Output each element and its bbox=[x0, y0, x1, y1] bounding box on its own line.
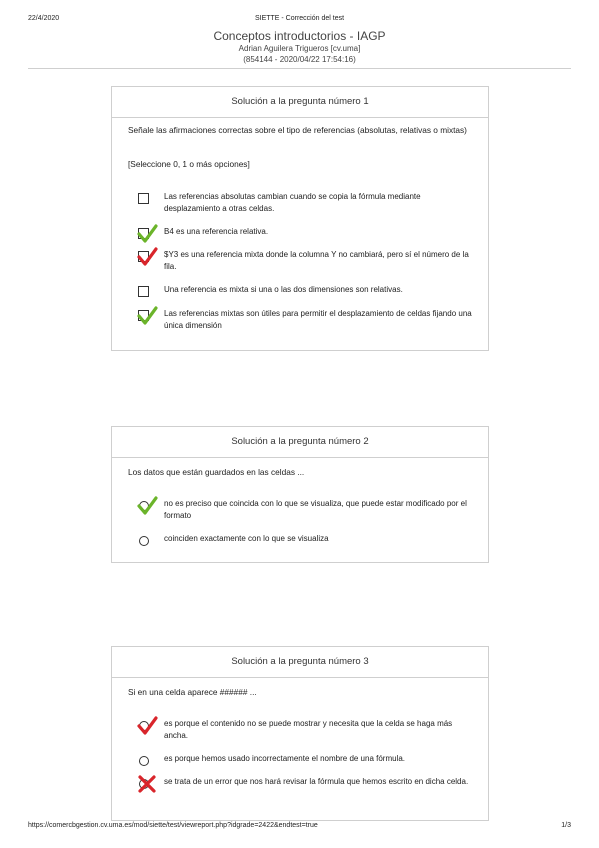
student-name: Adrian Aguilera Trigueros [cv.uma] bbox=[238, 44, 361, 53]
question-text: Si en una celda aparece ###### ... bbox=[128, 687, 257, 697]
question-card-1 bbox=[111, 86, 489, 351]
correct-check-icon bbox=[136, 223, 158, 245]
checkbox[interactable] bbox=[136, 191, 154, 209]
radio-button[interactable] bbox=[136, 498, 154, 516]
checkbox[interactable] bbox=[136, 284, 154, 302]
question-card-3 bbox=[111, 646, 489, 821]
option-text: es porque el contenido no se puede mostrar y necesita que la celda se haga más ancha. bbox=[164, 719, 453, 740]
print-url: https://comercbgestion.cv.uma.es/mod/siette/test/viewreport.php?idgrade=2422&endtest=true bbox=[28, 822, 318, 829]
report-info: (854144 - 2020/04/22 17:54:16) bbox=[243, 55, 356, 64]
correct-check-icon bbox=[136, 305, 158, 327]
wrong-check-icon bbox=[136, 246, 158, 268]
option-text: no es preciso que coincida con lo que se visualiza, que puede estar modificado por el formato bbox=[164, 499, 467, 520]
option-text: se trata de un error que nos hará revisar la fórmula que hemos escrito en dicha celda. bbox=[164, 777, 469, 786]
option-text: coinciden exactamente con lo que se visualiza bbox=[164, 534, 329, 543]
option-text: Las referencias absolutas cambian cuando se copia la fórmula mediante desplazamiento a otras celdas. bbox=[164, 192, 421, 213]
report-title: Conceptos introductorios - IAGP bbox=[213, 29, 386, 43]
page-number: 1/3 bbox=[561, 822, 571, 829]
question-card-2 bbox=[111, 426, 489, 563]
header-divider bbox=[28, 68, 571, 69]
correct-check-icon bbox=[136, 495, 158, 517]
option-text: Una referencia es mixta si una o las dos dimensiones son relativas. bbox=[164, 285, 403, 294]
wrong-check-icon bbox=[136, 715, 158, 737]
option-text: B4 es una referencia relativa. bbox=[164, 227, 269, 236]
question-instructions: [Seleccione 0, 1 o más opciones] bbox=[128, 159, 250, 169]
print-window-title: SIETTE - Corrección del test bbox=[254, 15, 345, 22]
checkbox[interactable] bbox=[136, 226, 154, 244]
option-text: $Y3 es una referencia mixta donde la columna Y no cambiará, pero sí el número de la fila. bbox=[164, 250, 469, 271]
wrong-cross-icon bbox=[136, 773, 158, 795]
option-text: es porque hemos usado incorrectamente el nombre de una fórmula. bbox=[164, 754, 406, 763]
question-text: Señale las afirmaciones correctas sobre el tipo de referencias (absolutas, relativas o mixtas) bbox=[128, 125, 467, 135]
question-heading: Solución a la pregunta número 3 bbox=[112, 647, 488, 678]
checkbox[interactable] bbox=[136, 308, 154, 326]
radio-button[interactable] bbox=[136, 753, 154, 771]
option-text: Las referencias mixtas son útiles para permitir el desplazamiento de celdas fijando una única dimensión bbox=[164, 309, 472, 330]
checkbox[interactable] bbox=[136, 249, 154, 267]
radio-button[interactable] bbox=[136, 776, 154, 794]
question-heading: Solución a la pregunta número 2 bbox=[112, 427, 488, 458]
radio-button[interactable] bbox=[136, 718, 154, 736]
radio-button[interactable] bbox=[136, 533, 154, 551]
question-heading: Solución a la pregunta número 1 bbox=[112, 87, 488, 118]
print-date: 22/4/2020 bbox=[28, 15, 60, 22]
question-text: Los datos que están guardados en las celdas ... bbox=[128, 467, 305, 477]
